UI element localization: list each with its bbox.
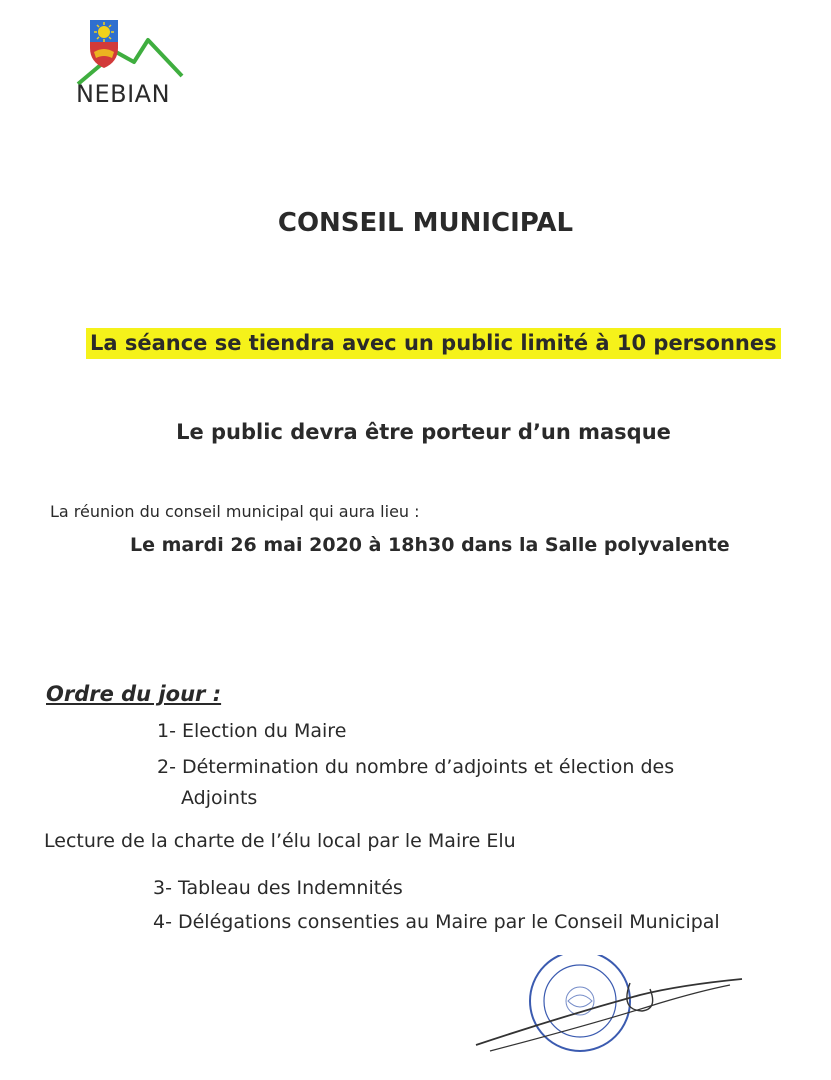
agenda-item: 3- Tableau des Indemnités xyxy=(153,877,403,899)
meeting-intro: La réunion du conseil municipal qui aura lieu : xyxy=(50,502,420,521)
agenda-item-continuation: Adjoints xyxy=(181,787,258,809)
meeting-date: Le mardi 26 mai 2020 à 18h30 dans la Salle polyvalente xyxy=(130,534,730,556)
agenda-item: 4- Délégations consenties au Maire par le Conseil Municipal xyxy=(153,911,720,933)
town-name: NEBIAN xyxy=(76,80,171,108)
agenda-heading: Ordre du jour : xyxy=(46,682,222,706)
coat-of-arms-icon xyxy=(76,18,200,88)
agenda-item: 2- Détermination du nombre d’adjoints et élection des xyxy=(157,756,675,778)
mayor-stamp-and-signature xyxy=(470,955,760,1065)
agenda-item: 1- Election du Maire xyxy=(157,720,347,742)
mask-notice: Le public devra être porteur d’un masque xyxy=(176,420,671,444)
page-title: CONSEIL MUNICIPAL xyxy=(277,208,574,238)
highlighted-notice: La séance se tiendra avec un public limité à 10 personnes xyxy=(86,328,781,359)
agenda-note: Lecture de la charte de l’élu local par le Maire Elu xyxy=(44,830,516,852)
town-logo xyxy=(76,18,200,110)
